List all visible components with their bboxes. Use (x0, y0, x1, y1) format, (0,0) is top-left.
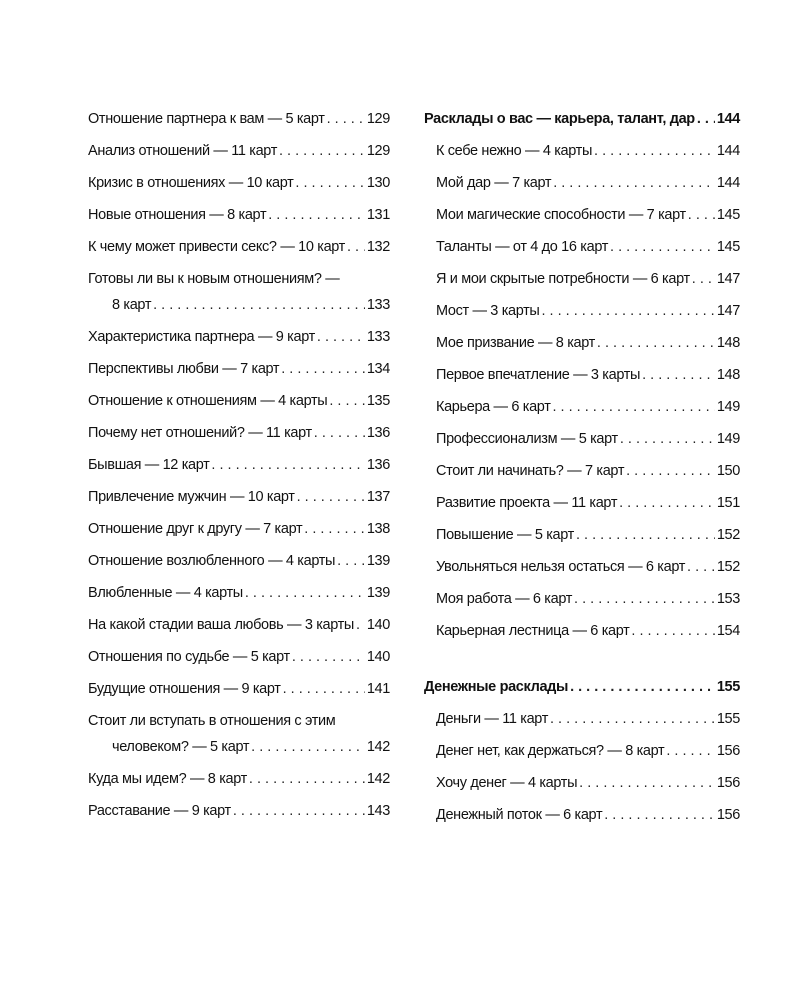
toc-item (424, 704, 740, 736)
toc-item-title: К чему может привести секс? — 10 карт (88, 239, 345, 255)
toc-item-page: 156 (716, 807, 740, 823)
toc-item (88, 764, 390, 796)
toc-item-title: Перспективы любви — 7 карт (88, 361, 280, 377)
toc-item (88, 200, 390, 232)
toc-item (424, 264, 740, 296)
toc-item-page: 136 (366, 457, 390, 473)
toc-item (88, 546, 390, 578)
dot-leader (610, 239, 715, 255)
dot-leader (541, 303, 714, 319)
toc-item (88, 482, 390, 514)
toc-item-page: 150 (716, 463, 740, 479)
toc-item-page: 142 (366, 739, 390, 755)
toc-item-page: 147 (716, 271, 740, 287)
dot-leader (295, 175, 364, 191)
section-heading-page: 144 (716, 111, 740, 127)
dot-leader (631, 623, 714, 639)
toc-item (424, 200, 740, 232)
toc-item (88, 514, 390, 546)
dot-leader (594, 143, 715, 159)
toc-item-title-line1: Готовы ли вы к новым отношениям? — (88, 271, 340, 287)
dot-leader (279, 143, 365, 159)
dot-leader (356, 617, 365, 633)
toc-right-column (424, 104, 740, 832)
dot-leader (604, 807, 715, 823)
dot-leader (550, 711, 715, 727)
dot-leader (233, 803, 365, 819)
toc-item-title: Отношения по судьбе — 5 карт (88, 649, 290, 665)
toc-item-page: 149 (716, 431, 740, 447)
toc-item (88, 386, 390, 418)
toc-item-page: 152 (716, 559, 740, 575)
toc-item (424, 584, 740, 616)
toc-item (424, 392, 740, 424)
toc-item-page: 145 (716, 207, 740, 223)
section-heading-page: 155 (716, 679, 740, 695)
toc-item-title: Повышение — 5 карт (436, 527, 574, 543)
dot-leader (329, 393, 365, 409)
toc-item-page: 134 (366, 361, 390, 377)
dot-leader (317, 329, 365, 345)
toc-item (88, 450, 390, 482)
dot-leader (666, 743, 715, 759)
toc-item-page: 154 (716, 623, 740, 639)
section-heading (424, 104, 740, 136)
toc-item-page: 133 (366, 297, 390, 313)
toc-item-page: 131 (366, 207, 390, 223)
toc-item (88, 104, 390, 136)
toc-item-title: Отношение к отношениям — 4 карты (88, 393, 328, 409)
toc-item-page: 148 (716, 367, 740, 383)
toc-item-page: 155 (716, 711, 740, 727)
dot-leader (553, 399, 715, 415)
toc-item-page: 152 (716, 527, 740, 543)
dot-leader (292, 649, 365, 665)
toc-item (424, 768, 740, 800)
toc-item-page: 140 (366, 617, 390, 633)
toc-item (88, 232, 390, 264)
toc-item-title: 8 карт (112, 297, 152, 313)
toc-item-title: Будущие отношения — 9 карт (88, 681, 281, 697)
toc-item-title: Мой дар — 7 карт (436, 175, 552, 191)
toc-item-page: 137 (366, 489, 390, 505)
toc-item (424, 232, 740, 264)
toc-item-title: Мост — 3 карты (436, 303, 540, 319)
section-spacer (424, 648, 740, 672)
dot-leader (619, 495, 715, 511)
toc-item-page: 144 (716, 143, 740, 159)
dot-leader (304, 521, 365, 537)
dot-leader (281, 361, 365, 377)
toc-item (424, 552, 740, 584)
dot-leader (574, 591, 715, 607)
dot-leader (553, 175, 715, 191)
toc-item (88, 706, 390, 764)
toc-item-page: 135 (366, 393, 390, 409)
toc-item (88, 354, 390, 386)
toc-item (88, 418, 390, 450)
toc-item-title: человеком? — 5 карт (112, 739, 250, 755)
toc-item-page: 151 (716, 495, 740, 511)
toc-item-page: 142 (366, 771, 390, 787)
toc-item-title-line1: Стоит ли вступать в отношения с этим (88, 713, 336, 729)
toc-item-title: На какой стадии ваша любовь — 3 карты (88, 617, 354, 633)
toc-item-page: 153 (716, 591, 740, 607)
dot-leader (570, 679, 715, 695)
toc-item-title: Отношение возлюбленного — 4 карты (88, 553, 336, 569)
dot-leader (597, 335, 715, 351)
toc-item-title: Отношение друг к другу — 7 карт (88, 521, 303, 537)
toc-item-title: Мои магические способности — 7 карт (436, 207, 686, 223)
toc-item-title: Почему нет отношений? — 11 карт (88, 425, 312, 441)
dot-leader (327, 111, 365, 127)
toc-item-page: 147 (716, 303, 740, 319)
dot-leader (245, 585, 365, 601)
toc-item-title: Моя работа — 6 карт (436, 591, 573, 607)
toc-item-title: Развитие проекта — 11 карт (436, 495, 618, 511)
toc-item (424, 296, 740, 328)
toc-item-title: Таланты — от 4 до 16 карт (436, 239, 609, 255)
dot-leader (314, 425, 365, 441)
toc-item-title: Деньги — 11 карт (436, 711, 548, 727)
dot-leader (620, 431, 715, 447)
toc-item-page: 133 (366, 329, 390, 345)
dot-leader (688, 207, 715, 223)
toc-item (88, 168, 390, 200)
dot-leader (626, 463, 715, 479)
toc-item-title: Мое призвание — 8 карт (436, 335, 595, 351)
dot-leader (579, 775, 715, 791)
dot-leader (211, 457, 364, 473)
toc-item-page: 129 (366, 111, 390, 127)
toc-item-title: Куда мы идем? — 8 карт (88, 771, 247, 787)
dot-leader (347, 239, 365, 255)
toc-item (424, 328, 740, 360)
toc-item-title: Я и мои скрытые потребности — 6 карт (436, 271, 690, 287)
toc-item (424, 136, 740, 168)
toc-item-page: 136 (366, 425, 390, 441)
toc-item-page: 129 (366, 143, 390, 159)
toc-left-column (88, 104, 390, 828)
toc-item (424, 456, 740, 488)
toc-item-title: Денежный поток — 6 карт (436, 807, 603, 823)
toc-item (424, 424, 740, 456)
dot-leader (687, 559, 715, 575)
toc-item-page: 149 (716, 399, 740, 415)
toc-item-page: 148 (716, 335, 740, 351)
toc-item-page: 144 (716, 175, 740, 191)
toc-item-title: Отношение партнера к вам — 5 карт (88, 111, 325, 127)
toc-item (88, 610, 390, 642)
toc-item-page: 138 (366, 521, 390, 537)
toc-item-page: 143 (366, 803, 390, 819)
section-heading (424, 672, 740, 704)
dot-leader (283, 681, 365, 697)
toc-item (424, 520, 740, 552)
toc-item-title: Бывшая — 12 карт (88, 457, 210, 473)
toc-item-title: Первое впечатление — 3 карты (436, 367, 641, 383)
toc-item-title: Денег нет, как держаться? — 8 карт (436, 743, 665, 759)
dot-leader (153, 297, 365, 313)
toc-item-title: К себе нежно — 4 карты (436, 143, 593, 159)
dot-leader (251, 739, 365, 755)
toc-item (424, 488, 740, 520)
toc-item-title: Влюбленные — 4 карты (88, 585, 243, 601)
toc-item (88, 136, 390, 168)
dot-leader (642, 367, 715, 383)
toc-item-page: 145 (716, 239, 740, 255)
toc-item-title: Профессионализм — 5 карт (436, 431, 618, 447)
toc-item-title: Хочу денег — 4 карты (436, 775, 578, 791)
dot-leader (337, 553, 365, 569)
dot-leader (249, 771, 365, 787)
toc-item-title: Привлечение мужчин — 10 карт (88, 489, 295, 505)
toc-item (88, 322, 390, 354)
toc-item-title: Новые отношения — 8 карт (88, 207, 267, 223)
toc-item (424, 616, 740, 648)
toc-item-page: 139 (366, 585, 390, 601)
dot-leader (697, 111, 715, 127)
toc-item (424, 800, 740, 832)
dot-leader (268, 207, 365, 223)
toc-item-page: 156 (716, 775, 740, 791)
toc-item (424, 168, 740, 200)
toc-item (88, 578, 390, 610)
toc-item (88, 642, 390, 674)
toc-item-title: Стоит ли начинать? — 7 карт (436, 463, 625, 479)
toc-item-page: 156 (716, 743, 740, 759)
toc-item-page: 140 (366, 649, 390, 665)
toc-item-page: 132 (366, 239, 390, 255)
dot-leader (297, 489, 365, 505)
toc-item (424, 360, 740, 392)
toc-item-page: 139 (366, 553, 390, 569)
dot-leader (576, 527, 715, 543)
toc-item-title: Расставание — 9 карт (88, 803, 231, 819)
toc-item-title: Кризис в отношениях — 10 карт (88, 175, 294, 191)
section-heading-title: Денежные расклады (424, 679, 569, 695)
toc-item-page: 141 (366, 681, 390, 697)
toc-item-title: Карьерная лестница — 6 карт (436, 623, 630, 639)
toc-item-page: 130 (366, 175, 390, 191)
toc-item-title: Анализ отношений — 11 карт (88, 143, 277, 159)
toc-item-title: Карьера — 6 карт (436, 399, 551, 415)
toc-item-title: Увольняться нельзя остаться — 6 карт (436, 559, 686, 575)
section-heading-title: Расклады о вас — карьера, талант, дар (424, 111, 695, 127)
toc-item-title: Характеристика партнера — 9 карт (88, 329, 315, 345)
toc-item (88, 796, 390, 828)
toc-item (88, 674, 390, 706)
dot-leader (692, 271, 715, 287)
toc-item (424, 736, 740, 768)
toc-item (88, 264, 390, 322)
